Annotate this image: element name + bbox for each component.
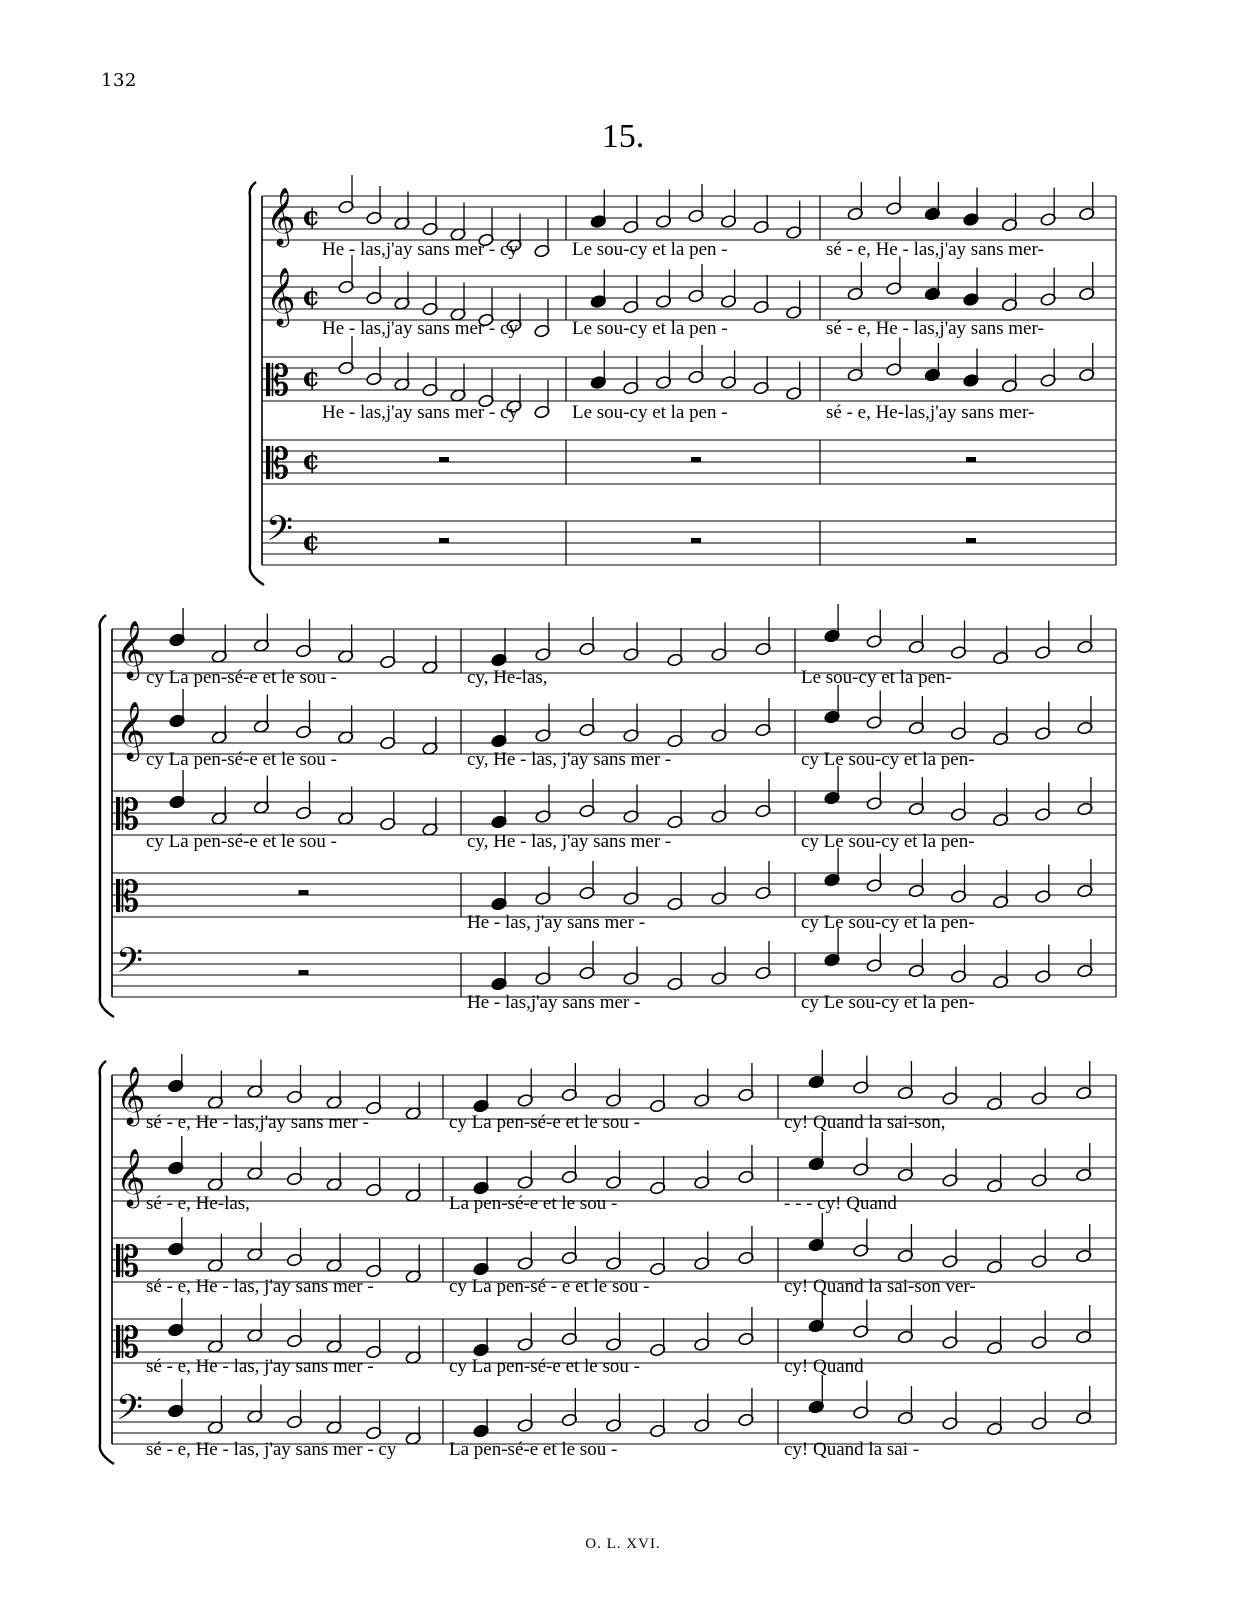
whole-rest-icon <box>691 457 701 462</box>
staff-3 <box>262 336 1116 423</box>
lyric-text: cy! Quand la sai-son, <box>784 1112 946 1133</box>
staff-4 <box>112 848 1116 933</box>
system-3 <box>100 1050 1116 1464</box>
treble-clef-icon: 𝄞 <box>266 187 296 245</box>
lyric-text: cy La pen-sé-e et le sou - <box>449 1356 640 1377</box>
staff-1 <box>112 604 1116 688</box>
tenor-clef-icon: 𝄡 <box>116 872 140 921</box>
alto-clef-icon: 𝄡 <box>116 790 140 839</box>
lyric-text: La pen-sé-e et le sou - <box>449 1439 618 1460</box>
lyric-text: cy, He - las, j'ay sans mer - <box>467 831 672 852</box>
system-1 <box>250 175 1116 585</box>
lyric-text: cy! Quand <box>784 1356 864 1377</box>
staff-2 <box>112 685 1116 770</box>
time-signature: ¢ <box>302 527 321 557</box>
staff-4 <box>112 1294 1116 1377</box>
treble-clef-icon: 𝄞 <box>116 620 146 678</box>
footer-signature: O. L. XVI. <box>585 1536 661 1552</box>
lyric-text: cy La pen-sé-e et le sou - <box>146 667 337 688</box>
lyric-text: cy Le sou-cy et la pen- <box>801 831 975 852</box>
staff-5 <box>112 1375 1116 1460</box>
whole-rest-icon <box>439 457 449 462</box>
lyric-text: sé - e, He - las,j'ay sans mer - <box>146 1112 369 1133</box>
staff-3 <box>112 766 1116 852</box>
lyric-text: sé - e, He - las,j'ay sans mer- <box>826 239 1044 260</box>
lyric-text: cy La pen-sé-e et le sou - <box>146 831 337 852</box>
whole-rest-icon <box>299 970 309 975</box>
piece-number: 15. <box>601 118 645 155</box>
lyric-text: Le sou-cy et la pen- <box>801 667 952 688</box>
lyric-text: sé - e, He-las, <box>146 1193 250 1214</box>
whole-rest-icon <box>439 538 449 543</box>
page-number: 132 <box>101 70 137 91</box>
lyric-text: - - - cy! Quand <box>784 1193 897 1214</box>
alto-clef-icon: 𝄡 <box>116 1237 140 1286</box>
lyric-text: sé - e, He - las, j'ay sans mer - <box>146 1276 374 1297</box>
bass-clef-icon: 𝄢 <box>116 1387 144 1436</box>
staff-3 <box>112 1213 1116 1297</box>
lyric-text: cy Le sou-cy et la pen- <box>801 992 975 1013</box>
tenor-clef-icon: 𝄡 <box>116 1318 140 1367</box>
lyric-text: cy Le sou-cy et la pen- <box>801 912 975 933</box>
treble-clef-icon: 𝄞 <box>116 1148 146 1206</box>
lyric-text: cy La pen-sé - e et le sou - <box>449 1276 650 1297</box>
whole-rest-icon <box>299 890 309 895</box>
time-signature: ¢ <box>302 446 321 476</box>
lyric-text: Le sou-cy et la pen - <box>572 239 728 260</box>
staff-2 <box>262 255 1116 339</box>
staff-2 <box>112 1132 1116 1214</box>
time-signature: ¢ <box>302 363 321 393</box>
treble-clef-icon: 𝄞 <box>116 701 146 759</box>
alto-clef-icon: 𝄡 <box>266 356 290 405</box>
lyric-text: cy Le sou-cy et la pen- <box>801 749 975 770</box>
treble-clef-icon: 𝄞 <box>266 267 296 325</box>
treble-clef-icon: 𝄞 <box>116 1066 146 1124</box>
staff-1 <box>112 1050 1116 1133</box>
lyric-text: Le sou-cy et la pen - <box>572 318 728 339</box>
lyric-text: La pen-sé-e et le sou - <box>449 1193 618 1214</box>
lyric-text: cy, He-las, <box>467 667 548 688</box>
lyric-text: sé - e, He-las,j'ay sans mer- <box>826 402 1035 423</box>
staff-5 <box>112 928 1116 1013</box>
lyric-text: He - las,j'ay sans mer - cy <box>322 402 518 423</box>
lyric-text: sé - e, He - las,j'ay sans mer- <box>826 318 1044 339</box>
lyric-text: cy La pen-sé-e et le sou - <box>146 749 337 770</box>
lyric-text: sé - e, He - las, j'ay sans mer - cy <box>146 1439 397 1460</box>
whole-rest-icon <box>966 457 976 462</box>
lyric-text: He - las,j'ay sans mer - cy <box>322 239 518 260</box>
system-2 <box>100 604 1116 1017</box>
lyric-text: He - las, j'ay sans mer - <box>467 912 646 933</box>
bass-clef-icon: 𝄢 <box>266 508 294 557</box>
tenor-clef-icon: 𝄡 <box>266 439 290 488</box>
staff-1 <box>262 175 1116 260</box>
whole-rest-icon <box>966 538 976 543</box>
lyric-text: He - las,j'ay sans mer - <box>467 992 641 1013</box>
lyric-text: cy La pen-sé-e et le sou - <box>449 1112 640 1133</box>
lyric-text: cy, He - las, j'ay sans mer - <box>467 749 672 770</box>
whole-rest-icon <box>691 538 701 543</box>
staff-5 <box>262 508 1116 565</box>
lyric-text: cy! Quand la sai - <box>784 1439 920 1460</box>
staff-4 <box>262 439 1116 488</box>
time-signature: ¢ <box>302 282 321 312</box>
lyric-text: sé - e, He - las, j'ay sans mer - <box>146 1356 374 1377</box>
lyric-text: cy! Quand la sai-son ver- <box>784 1276 976 1297</box>
lyric-text: Le sou-cy et la pen - <box>572 402 728 423</box>
bass-clef-icon: 𝄢 <box>116 940 144 989</box>
lyric-text: He - las,j'ay sans mer - cy <box>322 318 518 339</box>
time-signature: ¢ <box>302 202 321 232</box>
